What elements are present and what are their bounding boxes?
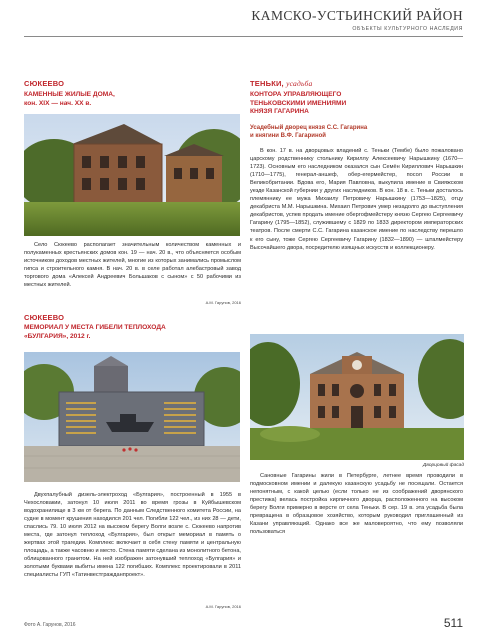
palace-subtitle-line-2: и княгини В.Ф. Гагариной: [250, 133, 326, 139]
photo-palace-facade: [250, 334, 464, 460]
page-header-subtitle: ОБЪЕКТЫ КУЛЬТУРНОГО НАСЛЕДИЯ: [352, 26, 463, 32]
memorial-image: [24, 352, 240, 482]
section-text-memorial: Двухпалубный дизель-электроход «Булгария», построенный в 1955 в Чехословакии, затонул 10 июля 2011 во время грозы в Куйбышевском водохранилище в 3 км от берега. По данным Следственного комитета России, на судне в момент крушения находился 201 чел. Погибли 122 чел., из них 28 — дети, спаслись 79. 10 июля 2012 на высоком берегу Волги возле с. Сюкеево напротив места, где затонул теплоход «Булгария», был открыт мемориал в память о жертвах этой трагедии. Комплекс включает в себя стену памяти и центральную площадь, а также часовню и место. Стена памяти сделана из монолитного бетона, облицованного гранитом. На ней изображен затонувший теплоход «Булгария» и золотыми буквами выбиты имена 122 погибших. Комплекс проектировали в 2011 специалисты ГУП «Татинвестгражданпроект».: [24, 492, 241, 579]
section-text-stone-houses: Село Сюкеево располагает значительным количеством каменных и полукаменных крестьянских домов кон. 19 — нач. 20 в., что объясняется особым источником доходов местных жителей, многие из которых занимались промыслом гипса и строительного камня. В нач. 20 в. в селе работал алебастровый завод торгового дома «Алексей Андреевич Большаков с сыном» с 50 рабочими из местных жителей.: [24, 242, 241, 289]
photo-caption-palace: Дворцовый фасад: [423, 463, 464, 468]
memorial-title-line-1: МЕМОРИАЛ У МЕСТА ГИБЕЛИ ТЕПЛОХОДА: [24, 324, 166, 331]
section-text-tenki-history: В кон. 17 в. на дворцовых владений с. Теньки (Тембе) было пожаловано царскому родственнику стольнику Кириллу Алексеевичу Нарышкину (1670—1723). Основным его наследником оказался сын Семён Кириллович Нарышкин (1710—1775), генерал-аншеф, обер-егермейстер, посол России в Великобритании. Вдова его, Мария Павловна, выкупила имение в Свияжском уезде Казанской губернии у других наследников. В кон. 18 в. с. Теньки досталось племяннику ее мужа Михаилу Петровичу Нарышкину (1753—1825), отцу декабриста М.М. Нарышкина. Михаил Петрович умер незадолго до выступления декабристов, успев продать имение обергофмейстеру князю Сергею Сергеевичу Гагарину (1795—1852), служившему с 1829 по 1833 директором императорских театров. После смерти С.С. Гагарина казанское имение по наследству перешло к его сыну, тоже Сергею Сергеевичу Гагарину (1832—1890) — шталмейстеру Высочайшего двора, посредителю изящных искусств и коллекционеру.: [250, 148, 463, 251]
section-text-tenki-continued: Сановные Гагарины жили в Петербурге, летнее время проводили в подмосковном имении и далекую казанскую усадьбу не посещали. Остается непонятным, с какой целью (если только не из соображений дворянского престижа) велась постройка кирпичного дворца, расположенного на высоком берегу Волги примерно в версте от села Теньки. В сер. 19 в. эта усадьба была превращена в образцовое хозяйство, которым руководил приглашенный из Казани управляющий. Однако все же маловероятно, что ему позволяли пользоваться: [250, 473, 463, 536]
section-title-line-1: КАМЕННЫЕ ЖИЛЫЕ ДОМА,: [24, 91, 115, 98]
section-title-office: [250, 91, 465, 117]
section-place-sukeevo-2: СЮКЕЕВО: [24, 313, 65, 322]
section-place-tenki: [250, 79, 312, 88]
palace-subtitle-line-1: Усадебный дворец князя С.С. Гагарина: [250, 125, 368, 131]
office-title-line-1: КОНТОРА УПРАВЛЯЮЩЕГО: [250, 91, 342, 98]
office-title-line-2: ТЕНЬКОВСКИМИ ИМЕНИЯМИ: [250, 99, 347, 107]
photo-credit-1: А.М. Гарунов, 2016: [205, 300, 241, 305]
subsection-title-palace: [250, 124, 465, 140]
footer-photo-credit: Фото А. Гарунов, 2016: [24, 622, 76, 628]
memorial-title-line-2: «БУЛГАРИЯ», 2012 г.: [24, 332, 91, 340]
section-place-sukeevo-1: СЮКЕЕВО: [24, 79, 65, 88]
palace-image: [250, 334, 464, 460]
header-divider: [24, 36, 463, 37]
tenki-place-suffix: усадьба: [286, 79, 313, 88]
stone-houses-image: [24, 114, 240, 236]
photo-stone-houses: [24, 114, 240, 236]
page-header-title: КАМСКО-УСТЬИНСКИЙ РАЙОН: [251, 8, 463, 23]
section-title-memorial: [24, 324, 244, 341]
photo-memorial: [24, 352, 240, 482]
page-number: 511: [443, 616, 463, 630]
section-title-line-2: кон. XIX — нач. XX в.: [24, 99, 92, 107]
photo-credit-2: А.М. Гарунов, 2016: [205, 604, 241, 609]
office-title-line-3: КНЯЗЯ ГАГАРИНА: [250, 108, 309, 116]
section-title-stone-houses: [24, 91, 244, 108]
tenki-place-name: ТЕНЬКИ,: [250, 79, 284, 88]
